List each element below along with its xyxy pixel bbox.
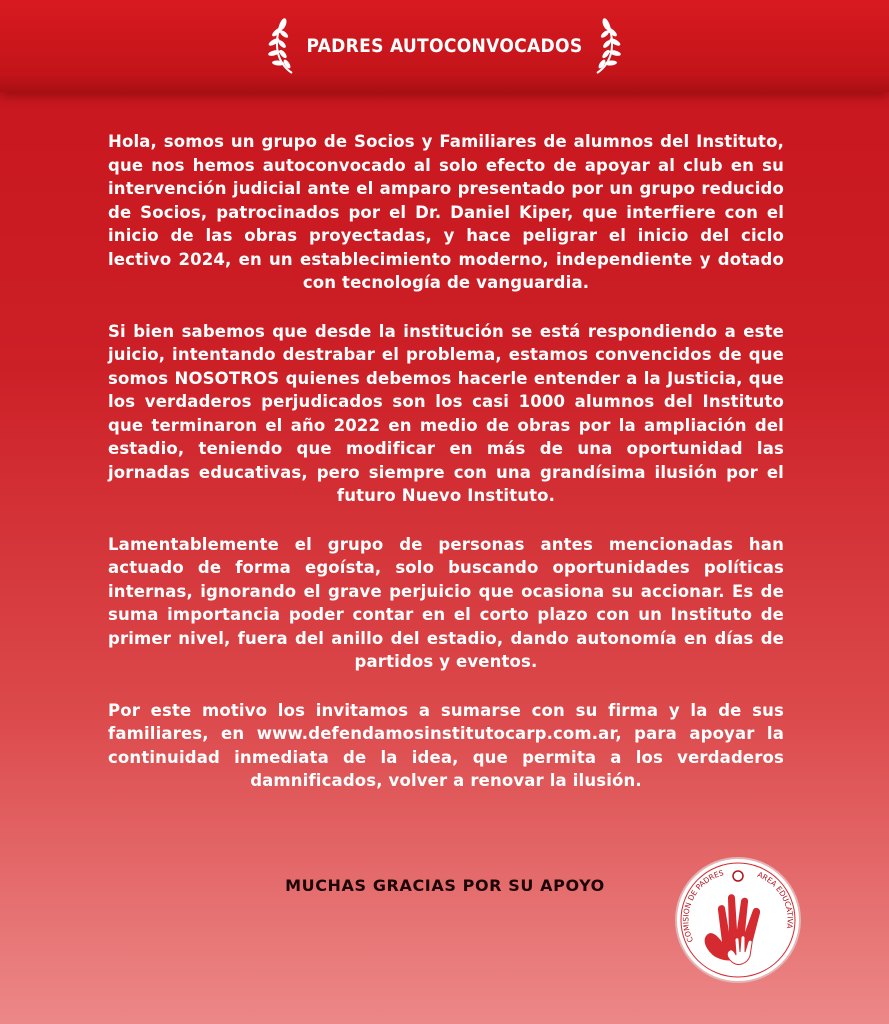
badge-text-left: COMISION DE PADRES [681, 868, 725, 944]
laurel-left-icon [265, 15, 301, 77]
closing-thanks: MUCHAS GRACIAS POR SU APOYO [285, 876, 605, 895]
header-banner [0, 0, 889, 92]
badge-crest-icon [733, 871, 743, 881]
paragraph-justice: Si bien sabemos que desde la institución se está respondiendo a este juicio, intentando destrabar el problema, estamos convencidos de que somos NOSOTROS quienes debemos hacerle entender a la Justicia, que los verdaderos perjudicados son los casi 1000 alumnos del Instituto que terminaron el año 2022 en medio de obras por la ampliación del estadio, teniendo que modificar en más de una oportunidad las jornadas educativas, pero siempre con una grandísima ilusión por el futuro Nuevo Instituto. [108, 321, 784, 505]
letter-body [108, 130, 784, 818]
paragraph-group: Lamentablemente el grupo de personas antes mencionadas han actuado de forma egoísta, solo buscando oportunidades políticas internas, ignorando el grave perjuicio que ocasiona su accionar. Es de suma importancia poder contar en el corto plazo con un Instituto de primer nivel, fuera del anillo del estadio, dando autonomía en días de partidos y eventos. [108, 534, 784, 671]
invitation-text-after: , para apoyar la continuidad inmediata de la idea, que permita a los verdaderos damnificados, volver a renovar la ilusión. [108, 724, 785, 790]
comision-padres-badge [674, 856, 802, 984]
page-title: PADRES AUTOCONVOCADOS [306, 35, 583, 57]
laurel-right-icon [588, 15, 624, 77]
paragraph-invitation [108, 699, 784, 793]
header-title-group [0, 14, 889, 78]
invitation-text-before: Por este motivo los invitamos a sumarse con su firma y la de sus familiares, en [108, 700, 784, 743]
badge-text-right: AREA EDUCATIVA [756, 869, 795, 930]
paragraph-intro: Hola, somos un grupo de Socios y Familiares de alumnos del Instituto, que nos hemos autoconvocado al solo efecto de apoyar al club en su intervención judicial ante el amparo presentado por un grupo reducido de Socios, patrocinados por el Dr. Daniel Kiper, que interfiere con el inicio de las obras proyectadas, y hace peligrar el inicio del ciclo lectivo 2024, en un establecimiento moderno, independiente y dotado con tecnología de vanguardia. [108, 132, 784, 292]
website-link[interactable]: www.defendamosinstitutocarp.com.ar [256, 724, 616, 743]
